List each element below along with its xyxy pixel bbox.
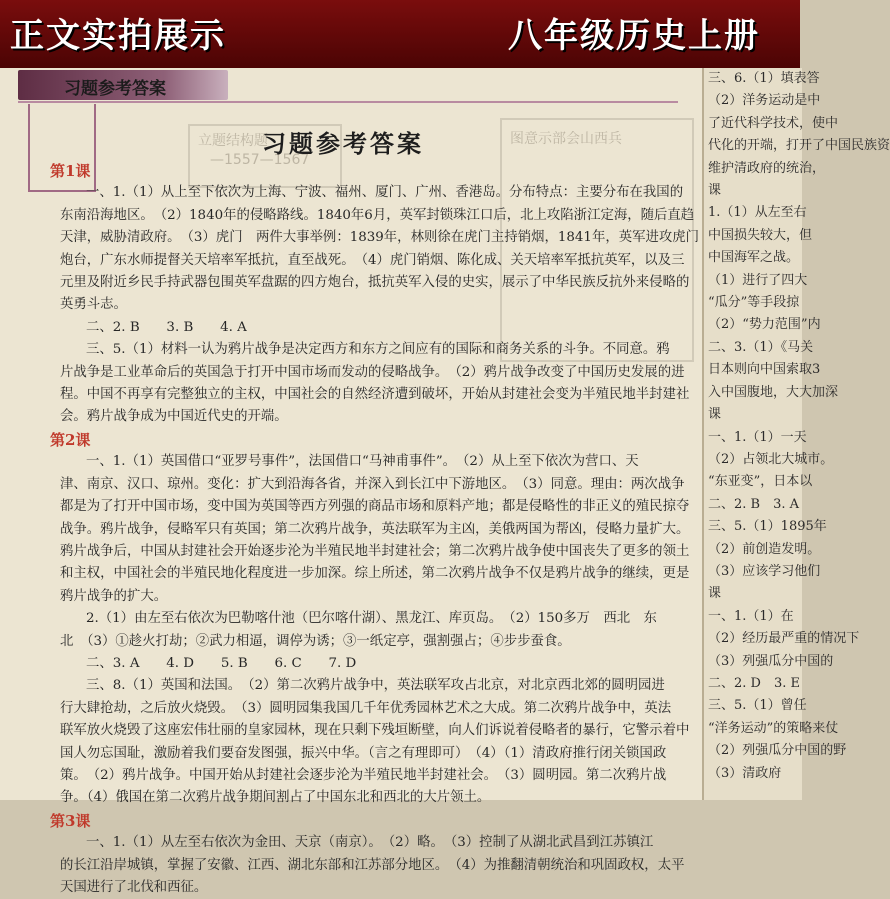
- right-page-line: 中国损失较大，但: [708, 227, 813, 243]
- right-page-line: （2）洋务运动是中: [708, 93, 821, 109]
- answer-line: 争。（4）俄国在第二次鸦片战争期间割占了中国东北和西北的大片领土。: [60, 790, 491, 806]
- right-page-line: 中国海军之战。: [708, 250, 800, 266]
- right-page-line: “瓜分”等手段掠: [708, 295, 800, 311]
- right-page-line: （2）经历最严重的情况下: [708, 631, 860, 647]
- answer-line: 二、2. B 3. B 4. A: [86, 319, 247, 335]
- answer-line: 二、3. A 4. D 5. B 6. C 7. D: [86, 655, 357, 671]
- right-page-line: （3）列强瓜分中国的: [708, 653, 834, 669]
- answer-line: 天国进行了北伐和西征。: [60, 880, 208, 895]
- lesson-heading: 第1课: [50, 162, 91, 180]
- answer-line: 三、8.（1）英国和法国。 （2）第二次鸦片战争中，英法联军攻占北京，对北京西北郊的圆明园进: [86, 678, 665, 694]
- answer-line: 战争。鸦片战争，侵略军只有英国；第二次鸦片战争，英法联军为主凶，美俄两国为帮凶，侵略力量扩大。: [60, 521, 690, 537]
- right-page-line: （3）清政府: [708, 765, 782, 781]
- answer-line: 鸦片战争后，中国从封建社会开始逐步沦为半殖民地半封建社会；第二次鸦片战争使中国丧失了更多的领土: [60, 543, 690, 559]
- right-page-line: 三、5.（1）曾任: [708, 698, 807, 714]
- right-page-line: （2）占领北大城市。: [708, 451, 834, 467]
- right-page-line: 一、1.（1）一天: [708, 429, 807, 445]
- right-page-line: “洋务运动”的策略来仗: [708, 720, 839, 736]
- answer-line: 程。中国不再享有完整独立的主权，中国社会的自然经济遭到破坏，开始从封建社会变为半殖民地半封建社: [60, 387, 690, 403]
- answer-line: 会。鸦片战争成为中国近代史的开端。: [60, 409, 288, 425]
- right-page-line: 二、3.（1）《马关: [708, 339, 814, 355]
- answer-line: 片战争是工业革命后的英国急于打开中国市场而发动的侵略战争。 （2）鸦片战争改变了中国历史发展的进: [60, 364, 685, 380]
- answer-content: [50, 160, 700, 899]
- answer-line: 津、南京、汉口、琼州。变化：扩大到沿海各省，并深入到长江中下游地区。 （3）同意。理由：两次战争: [60, 476, 685, 492]
- lesson-heading: 第2课: [50, 430, 91, 449]
- background-faint-text-3: 图意示部会山西兵: [510, 131, 622, 147]
- section-header-label: 习题参考答案: [64, 79, 166, 99]
- answer-line: 策。 （2）鸦片战争。中国开始从封建社会逐步沦为半殖民地半封建社会。 （3）圆明园。第二次鸦片战: [60, 767, 667, 783]
- answer-line: 炮台，广东水师提督关天培率军抵抗，直至战死。 （4）虎门销烟、陈化成、关天培率军抵抗英军，以及三: [60, 252, 685, 268]
- answer-line: 的长江沿岸城镇，掌握了安徽、江西、湖北东部和江苏部分地区。 （4）为推翻清朝统治和巩固政权，太平: [60, 857, 685, 873]
- right-page: [702, 68, 890, 800]
- answer-line: 国人勿忘国耻，激励着我们要奋发图强，振兴中华。（言之有理即可） （4）（1）清政府推行闭关锁国政: [60, 745, 667, 761]
- right-page-line: （3）应该学习他们: [708, 563, 821, 579]
- right-page-line: 1.（1）从左至右: [708, 205, 807, 221]
- answer-line: 天津，威胁清政府。 （3）虎门 两件大事举例：1839年，林则徐在虎门主持销烟，1841年，英军进攻虎门: [60, 230, 700, 246]
- answer-line: 三、5.（1）材料一认为鸦片战争是决定西方和东方之间应有的国际和商务关系的斗争。不同意。鸦: [86, 342, 670, 358]
- right-page-line: 三、5.（1）1895年: [708, 519, 827, 535]
- page-title: 习题参考答案: [262, 129, 424, 158]
- answer-line: 元里及附近乡民手持武器包围英军盘踞的四方炮台，抵抗英军入侵的史实，展示了中华民族反抗外来侵略的: [60, 275, 690, 291]
- header-divider: [18, 101, 678, 103]
- banner-left-title: 正文实拍展示: [10, 16, 226, 56]
- right-page-line: 二、2. D 3. E: [708, 675, 800, 691]
- answer-line: 英勇斗志。: [60, 297, 127, 313]
- answer-line: 一、1.（1）从上至下依次为上海、宁波、福州、厦门、广州、香港岛。分布特点：主要分布在我国的: [86, 185, 684, 201]
- right-page-line: 代化的开端，打开了中国民族资: [708, 138, 890, 154]
- left-page: [0, 68, 702, 895]
- lesson-heading: 第3课: [50, 811, 91, 830]
- right-page-line: 维护清政府的统治，: [708, 160, 826, 176]
- answer-line: 东南沿海地区。 （2）1840年的侵略路线。1840年6月，英军封锁珠江口后，北上攻陷浙江定海，随后直趋: [60, 207, 695, 223]
- answer-line: 行大肆抢劫，之后放火烧毁。 （3）圆明园集我国几千年优秀园林艺术之大成。第二次鸦片战争中，英法: [60, 700, 672, 716]
- answer-line: 北 （3）①趁火打劫；②武力相逼，调停为诱；③一纸定亭，强割强占；④步步蚕食。: [60, 633, 571, 649]
- answer-line: 联军放火烧毁了这座宏伟壮丽的皇家园林，现在只剩下残垣断壁，向人们诉说着侵略者的暴行，它警示着中: [60, 723, 690, 739]
- right-page-line: （2）前创造发明。: [708, 541, 821, 557]
- answer-line: 和主权，中国社会的半殖民地化程度进一步加深。综上所述，第二次鸦片战争不仅是鸦片战争的继续，更是: [60, 566, 690, 582]
- banner-right-title: 八年级历史上册: [508, 16, 760, 56]
- right-page-line: 课: [708, 407, 722, 423]
- section-header: [18, 70, 228, 100]
- right-page-line: 一、1.（1）在: [708, 608, 794, 624]
- answer-line: 鸦片战争的扩大。: [60, 588, 168, 604]
- top-banner: [0, 0, 800, 68]
- right-page-line: 日本则向中国索取3: [708, 362, 821, 378]
- right-page-line: 入中国腹地，大大加深: [708, 384, 839, 400]
- right-page-line: 课: [708, 586, 722, 602]
- answer-line: 一、1.（1）英国借口“亚罗号事件”，法国借口“马神甫事件”。 （2）从上至下依次为营口、天: [86, 454, 639, 470]
- answer-line: 2.（1）由左至右依次为巴勒喀什池（巴尔喀什湖）、黑龙江、库页岛。 （2）150多万 西北 东: [86, 611, 657, 627]
- right-page-line: （1）进行了四大: [708, 272, 808, 288]
- right-page-line: （2）列强瓜分中国的野: [708, 743, 847, 759]
- answer-line: 一、1.（1）从左至右依次为金田、天京（南京）。 （2）略。 （3）控制了从湖北武昌到江苏镇江: [86, 835, 654, 851]
- right-page-line: 三、6.（1）填表答: [708, 71, 820, 86]
- right-page-line: （2）“势力范围”内: [708, 317, 821, 333]
- right-page-line: 课: [708, 183, 722, 199]
- answer-line: 都是为了打开中国市场，变中国为英国等西方列强的商品市场和原料产地；都是侵略性的非正义的殖民掠夺: [60, 499, 690, 515]
- background-faint-text-1: 立题结构题: [198, 133, 268, 149]
- right-page-line: “东亚变”，日本以: [708, 474, 813, 490]
- right-page-line: 二、2. B 3. A: [708, 496, 800, 512]
- background-faint-text-2: —1557—1567: [210, 152, 310, 168]
- right-page-line: 了近代科学技术，使中: [708, 115, 839, 131]
